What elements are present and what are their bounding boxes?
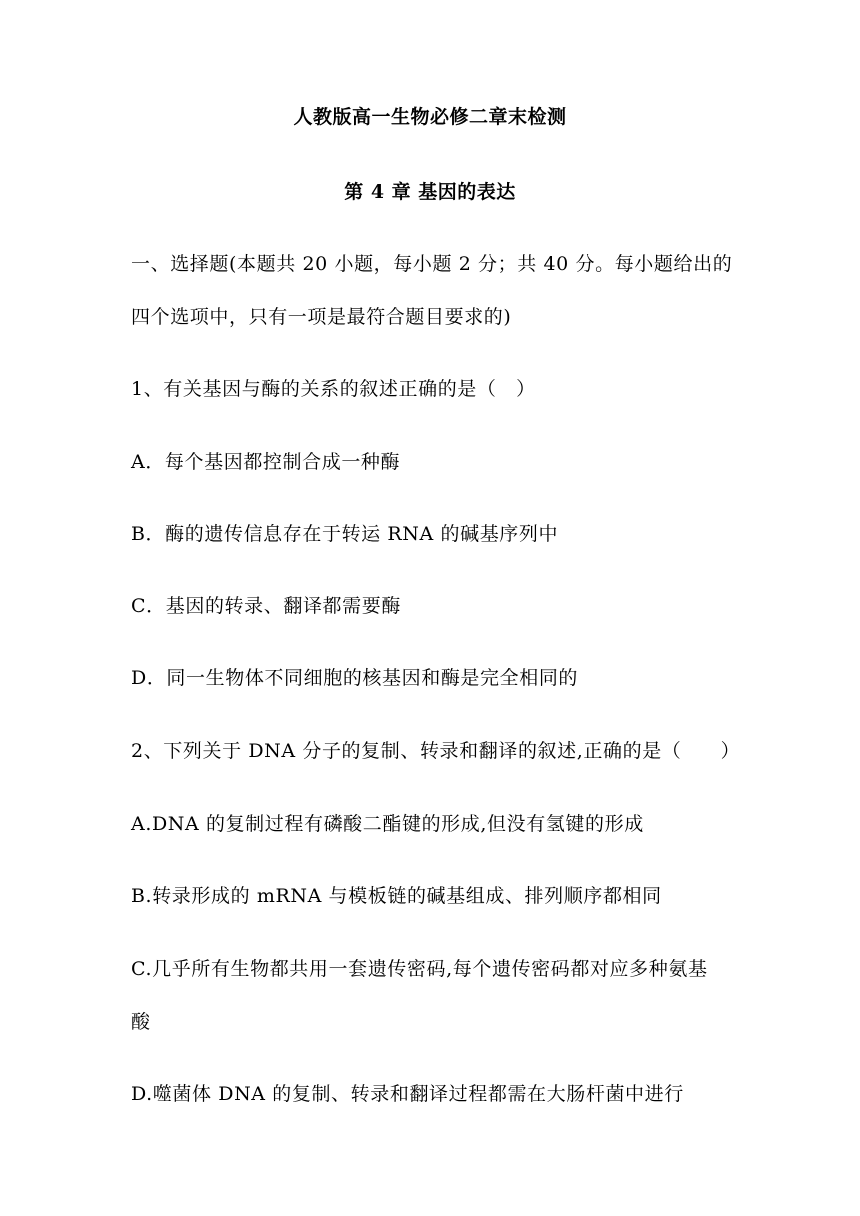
question-2-option-d: D.噬菌体 DNA 的复制、转录和翻译过程都需在大肠杆菌中进行 [131, 1083, 684, 1105]
question-1-stem: 1、有关基因与酶的关系的叙述正确的是（ ） [131, 378, 536, 400]
section-intro-line-1: 一、选择题(本题共 20 小题，每小题 2 分；共 40 分。每小题给出的 [131, 253, 733, 275]
question-1-option-d: D．同一生物体不同细胞的核基因和酶是完全相同的 [131, 667, 579, 689]
chapter-title: 第 4 章 基因的表达 [344, 181, 516, 203]
question-2-option-b: B.转录形成的 mRNA 与模板链的碱基组成、排列顺序都相同 [131, 885, 662, 907]
question-1-option-c: C．基因的转录、翻译都需要酶 [131, 595, 401, 617]
question-2-option-c: C.几乎所有生物都共用一套遗传密码,每个遗传密码都对应多种氨基 [131, 958, 708, 980]
question-2-option-a: A.DNA 的复制过程有磷酸二酯键的形成,但没有氢键的形成 [131, 813, 644, 835]
question-2-stem: 2、下列关于 DNA 分子的复制、转录和翻译的叙述,正确的是（ ） [131, 740, 741, 762]
section-intro-line-2: 四个选项中，只有一项是最符合题目要求的) [131, 306, 512, 328]
question-1-option-a: A．每个基因都控制合成一种酶 [131, 451, 401, 473]
document-title: 人教版高一生物必修二章末检测 [293, 106, 567, 128]
question-1-option-b: B．酶的遗传信息存在于转运 RNA 的碱基序列中 [131, 523, 559, 545]
question-2-option-c-continued: 酸 [131, 1011, 151, 1033]
